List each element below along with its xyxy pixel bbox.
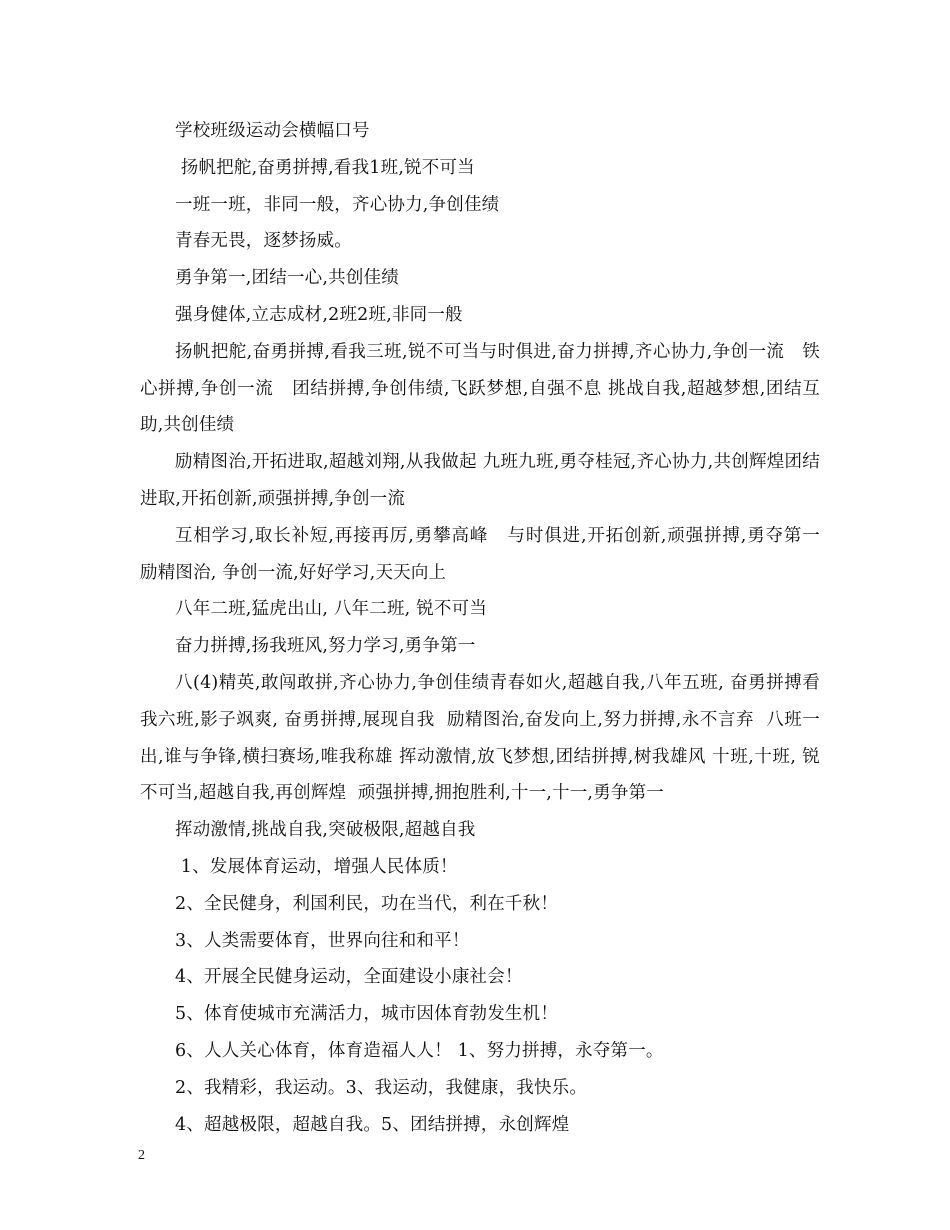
numbered-slogan: 4、超越极限，超越自我。5、团结拼搏，永创辉煌 xyxy=(175,1114,570,1135)
slogan-paragraph: 挥动激情,挑战自我,突破极限,超越自我 xyxy=(175,820,476,841)
slogan-paragraph: 一班一班，非同一般，齐心协力,争创佳绩 xyxy=(175,194,500,215)
slogan-paragraph: 强身健体,立志成材,2班2班,非同一般 xyxy=(175,304,463,325)
numbered-slogan: 4、开展全民健身运动，全面建设小康社会！ xyxy=(175,967,523,988)
slogan-paragraph: 勇争第一,团结一心,共创佳绩 xyxy=(175,268,399,289)
slogan-paragraph: 互相学习,取长补短,再接再厉,勇攀高峰 与时俱进,开拓创新,顽强拼搏,勇夺第一 励精图治, 争创一流,好好学习,天天向上 xyxy=(140,525,832,583)
numbered-slogan: 2、全民健身，利国利民，功在当代，利在千秋！ xyxy=(175,893,559,914)
document-body xyxy=(140,113,832,1143)
slogan-paragraph: 八年二班,猛虎出山, 八年二班, 锐不可当 xyxy=(175,599,488,620)
document-title: 学校班级运动会横幅口号 xyxy=(175,121,370,141)
numbered-slogan: 5、体育使城市充满活力，城市因体育勃发生机！ xyxy=(175,1004,559,1025)
slogan-paragraph: 奋力拼搏,扬我班风,努力学习,勇争第一 xyxy=(175,636,476,657)
slogan-paragraph: 扬帆把舵,奋勇拼搏,看我三班,锐不可当与时俱进,奋力拼搏,齐心协力,争创一流 铁心拼搏,争创一流 团结拼搏,争创伟绩,飞跃梦想,自强不息 挑战自我,超越梦想,团结互助,共创佳绩 xyxy=(140,341,820,436)
numbered-slogan: 3、人类需要体育，世界向往和和平！ xyxy=(175,930,470,951)
numbered-slogan: 2、我精彩，我运动。3、我运动，我健康，我快乐。 xyxy=(175,1077,588,1098)
numbered-slogan: 6、人人关心体育，体育造福人人！ 1、努力拼搏，永夺第一。 xyxy=(175,1040,664,1061)
numbered-slogan: 1、发展体育运动，增强人民体质！ xyxy=(175,856,458,877)
page-number: 2 xyxy=(138,1148,145,1163)
slogan-paragraph: 励精图治,开拓进取,超越刘翔,从我做起 九班九班,勇夺桂冠,齐心协力,共创辉煌团结进取,开拓创新,顽强拼搏,争创一流 xyxy=(140,452,820,509)
slogan-paragraph: 青春无畏，逐梦扬威。 xyxy=(175,231,352,252)
slogan-paragraph: 八(4)精英,敢闯敢拼,齐心协力,争创佳绩青春如火,超越自我,八年五班, 奋勇拼搏看我六班,影子飒爽, 奋勇拼搏,展现自我 励精图治,奋发向上,努力拼搏,永不言弃 八班一出,谁与争锋,横扫赛场,唯我称雄 挥动激情,放飞梦想,团结拼搏,树我雄风 十班,十班, 锐不可当,超越自我,再创辉煌 顽强拼搏,拥抱胜利,十一,十一,勇争第一 xyxy=(140,672,821,804)
slogan-paragraph: 扬帆把舵,奋勇拼搏,看我1班,锐不可当 xyxy=(175,157,475,178)
